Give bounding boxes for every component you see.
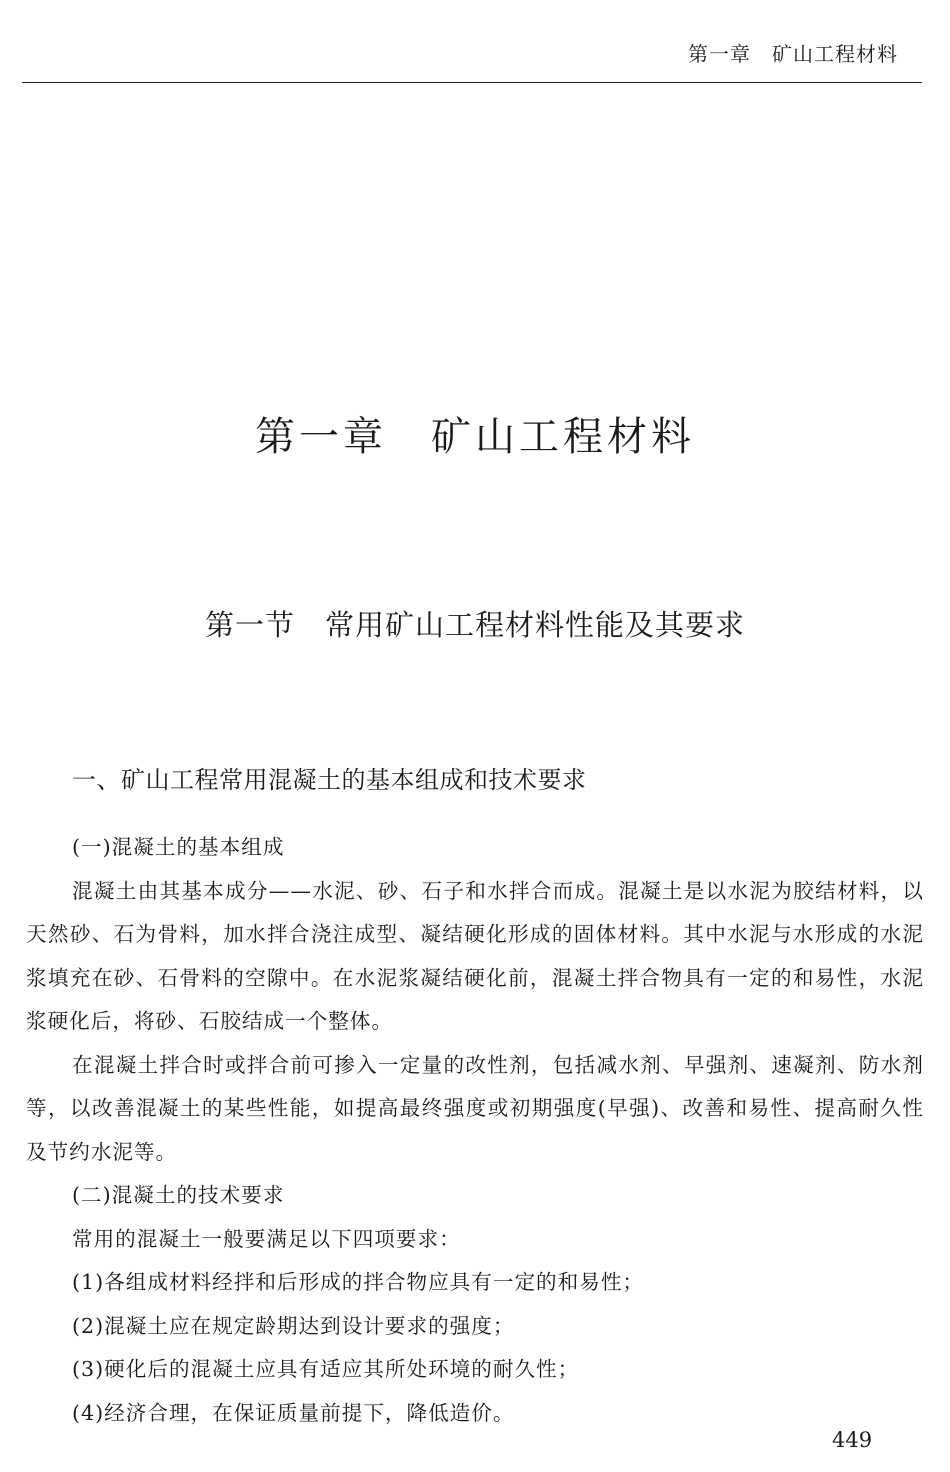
subsection-heading-composition: (一)混凝土的基本组成 — [72, 835, 285, 859]
body-text — [26, 826, 924, 1435]
paragraph-admixtures: 在混凝土拌合时或拌合前可掺入一定量的改性剂，包括减水剂、早强剂、速凝剂、防水剂等，以改善混凝土的某些性能，如提高最终强度或初期强度(早强)、改善和易性、提高耐久性及节约水泥等。 — [26, 1052, 924, 1164]
running-header: 第一章 矿山工程材料 — [688, 42, 898, 66]
page-number: 449 — [832, 1428, 873, 1452]
requirements-intro: 常用的混凝土一般要满足以下四项要求： — [72, 1226, 461, 1251]
section-title: 第一节 常用矿山工程材料性能及其要求 — [204, 608, 745, 642]
subsection-heading-requirements: (二)混凝土的技术要求 — [72, 1183, 285, 1207]
chapter-title: 第一章 矿山工程材料 — [255, 414, 695, 460]
paragraph-composition: 混凝土由其基本成分——水泥、砂、石子和水拌合而成。混凝土是以水泥为胶结材料，以天然砂、石为骨料，加水拌合浇注成型、凝结硬化形成的固体材料。其中水泥与水形成的水泥浆填充在砂、石骨料的空隙中。在水泥浆凝结硬化前，混凝土拌合物具有一定的和易性，水泥浆硬化后，将砂、石胶结成一个整体。 — [26, 878, 924, 1033]
part-heading: 一、矿山工程常用混凝土的基本组成和技术要求 — [72, 766, 587, 794]
requirement-item: (2)混凝土应在规定龄期达到设计要求的强度； — [72, 1313, 515, 1338]
requirement-item: (1)各组成材料经拌和后形成的拌合物应具有一定的和易性； — [72, 1270, 645, 1294]
requirement-item: (3)硬化后的混凝土应具有适应其所处环境的耐久性； — [72, 1357, 580, 1381]
requirement-item: (4)经济合理，在保证质量前提下，降低造价。 — [72, 1400, 515, 1425]
header-rule — [22, 82, 922, 83]
